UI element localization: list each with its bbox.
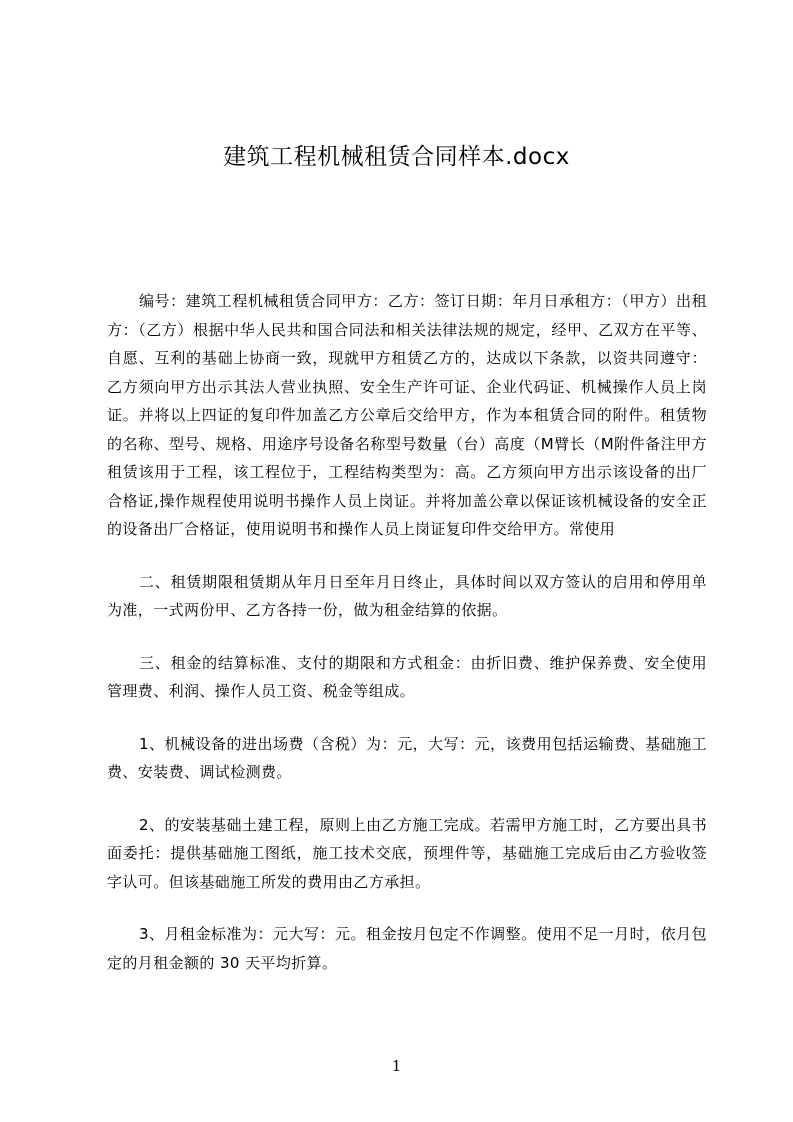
paragraph-intro: 编号：建筑工程机械租赁合同甲方：乙方：签订日期：年月日承租方：（甲方）出租方：（乙方）根据中华人民共和国合同法和相关法律法规的规定，经甲、乙双方在平等、自愿、互利的基础上协商一致，现就甲方租赁乙方的，达成以下条款，以资共同遵守：乙方须向甲方出示其法人营业执照、安全生产许可证、企业代码证、机械操作人员上岗证。并将以上四证的复印件加盖乙方公章后交给甲方，作为本租赁合同的附件。租赁物的名称、型号、规格、用途序号设备名称型号数量（台）高度（M臂长（M附件备注甲方租赁该用于工程，该工程位于，工程结构类型为：高。乙方须向甲方出示该设备的出厂合格证,操作规程使用说明书操作人员上岗证。并将加盖公章以保证该机械设备的安全正的设备出厂合格证，使用说明书和操作人员上岗证复印件交给甲方。常使用 [107, 292, 707, 538]
page-number: 1 [391, 1057, 402, 1075]
paragraph-rent-settlement: 三、租金的结算标准、支付的期限和方式租金：由折旧费、维护保养费、安全使用管理费、利润、操作人员工资、税金等组成。 [107, 653, 707, 700]
paragraph-foundation-works: 2、的安装基础土建工程，原则上由乙方施工完成。若需甲方施工时，乙方要出具书面委托：提供基础施工图纸，施工技术交底，预埋件等，基础施工完成后由乙方验收签字认可。但该基础施工所发的费用由乙方承担。 [107, 815, 707, 891]
document-title: 建筑工程机械租赁合同样本.docx [223, 144, 570, 170]
paragraph-monthly-rent: 3、月租金标准为：元大写：元。租金按月包定不作调整。使用不足一月时，依月包定的月租金额的 30 天平均折算。 [107, 925, 707, 972]
paragraph-lease-term: 二、租赁期限租赁期从年月日至年月日终止，具体时间以双方签认的启用和停用单为准，一式两份甲、乙方各持一份，做为租金结算的依据。 [107, 572, 707, 619]
document-body [107, 287, 707, 977]
paragraph-entry-exit-fee: 1、机械设备的进出场费（含税）为：元，大写：元，该费用包括运输费、基础施工费、安装费、调试检测费。 [107, 734, 707, 781]
